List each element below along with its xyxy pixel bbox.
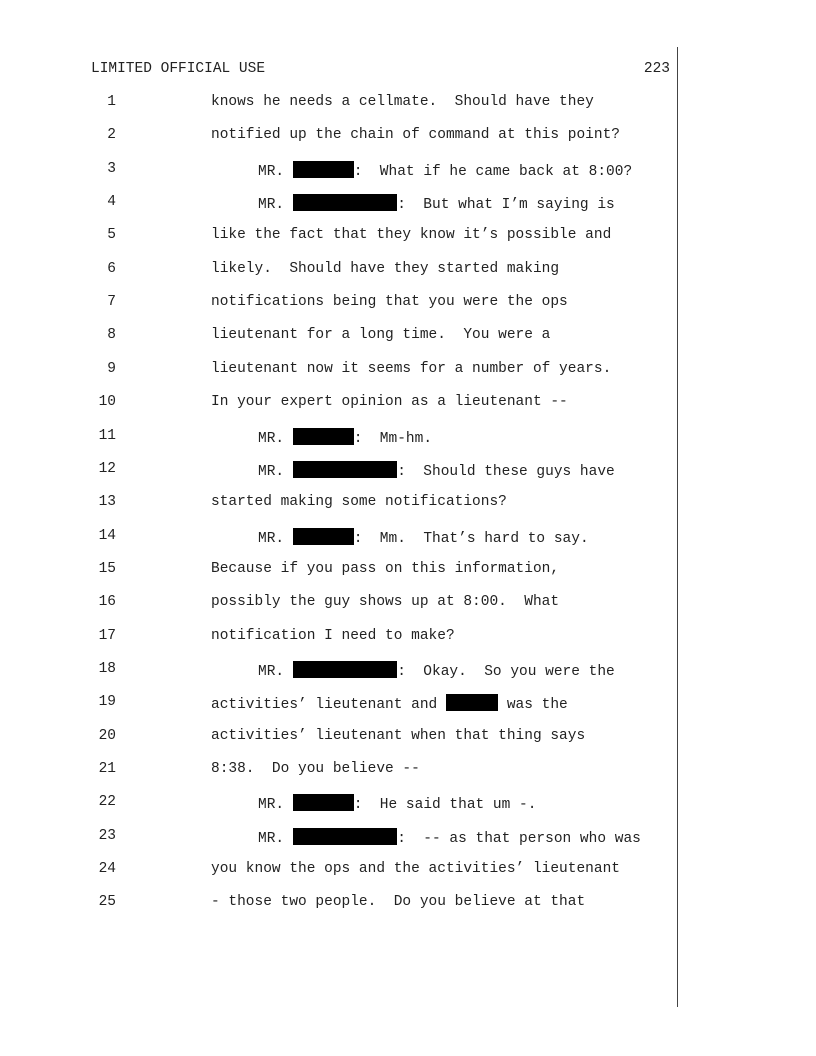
line-text (211, 94, 594, 110)
line-text (211, 127, 620, 143)
redaction-block (293, 194, 397, 211)
line-text-segment: : Should these guys have (397, 463, 615, 480)
line-text-segment: In your expert opinion as a lieutenant -- (211, 394, 568, 411)
line-text-segment: knows he needs a cellmate. Should have they (211, 94, 594, 110)
line-text (211, 628, 455, 644)
line-text-segment: possibly the guy shows up at 8:00. What (211, 594, 560, 611)
line-text-segment: MR. (258, 797, 293, 814)
redaction-block (293, 661, 397, 678)
line-text-segment: you know the ops and the activities’ lieutenant (211, 861, 620, 878)
redaction-block (293, 428, 354, 445)
line-text (258, 828, 641, 847)
line-text-segment: notifications being that you were the ops (211, 294, 568, 311)
line-text (211, 494, 507, 510)
page-number: 223 (643, 61, 670, 77)
line-text-segment: : He said that um -. (353, 797, 537, 814)
line-text (211, 294, 568, 310)
line-text (211, 261, 559, 277)
redaction-block (293, 528, 354, 545)
line-text-segment: lieutenant for a long time. You were a (211, 327, 551, 344)
line-text (211, 761, 420, 777)
line-number: 3 (107, 160, 116, 177)
line-text (258, 528, 589, 547)
line-number: 15 (98, 560, 116, 577)
line-text-segment: : Okay. So you were the (397, 663, 615, 680)
redaction-block (293, 794, 354, 811)
line-number: 20 (98, 727, 116, 744)
right-margin-rule (677, 47, 678, 1007)
line-text-segment: MR. (258, 430, 293, 447)
line-number: 22 (98, 794, 116, 811)
line-text-segment: MR. (258, 663, 293, 680)
line-number: 18 (98, 660, 116, 677)
line-text-segment: - those two people. Do you believe at that (211, 894, 586, 911)
line-text-segment: notification I need to make? (211, 627, 455, 644)
redaction-block (293, 161, 354, 178)
line-text-segment: started making some notifications? (211, 494, 507, 511)
line-text-segment: MR. (258, 463, 293, 480)
redaction-block (293, 461, 397, 478)
line-number: 19 (98, 694, 116, 711)
line-text (258, 194, 615, 213)
line-number: 25 (98, 894, 116, 911)
line-text-segment: MR. (258, 197, 293, 214)
line-text (258, 428, 432, 447)
line-number: 7 (107, 294, 116, 311)
line-text-segment: 8:38. Do you believe -- (211, 761, 420, 777)
line-number: 5 (107, 227, 116, 244)
line-text-segment: MR. (258, 830, 293, 847)
line-text-segment: : Mm-hm. (353, 430, 433, 447)
line-number: 21 (98, 761, 116, 777)
line-text-segment: likely. Should have they started making (211, 260, 560, 277)
line-number: 9 (107, 360, 116, 377)
line-number: 11 (98, 427, 116, 444)
line-number: 17 (98, 627, 116, 644)
line-text-segment: notified up the chain of command at this point? (211, 127, 620, 144)
line-number: 24 (98, 861, 116, 878)
line-text (258, 794, 536, 813)
line-number: 23 (98, 827, 116, 844)
classification-header: LIMITED OFFICIAL USE (91, 61, 266, 77)
line-number: 12 (98, 460, 116, 477)
line-number: 1 (107, 94, 116, 110)
line-text (211, 894, 585, 910)
line-number: 16 (98, 594, 116, 611)
line-text-segment: : What if he came back at 8:00? (353, 163, 633, 180)
line-text-segment: : -- as that person who was (397, 830, 641, 847)
line-text (211, 394, 568, 410)
line-number: 8 (107, 327, 116, 344)
line-number: 14 (98, 527, 116, 544)
line-text-segment: activities’ lieutenant and (211, 697, 446, 714)
line-number: 6 (107, 260, 116, 277)
line-number: 13 (98, 494, 116, 511)
line-text (211, 694, 568, 713)
line-text (211, 561, 559, 577)
line-text (211, 861, 620, 877)
line-text-segment: MR. (258, 163, 293, 180)
line-text (211, 361, 611, 377)
line-text (258, 661, 615, 680)
line-text-segment: like the fact that they know it’s possible and (211, 227, 612, 244)
line-text (211, 227, 611, 243)
line-text-segment: : Mm. That’s hard to say. (353, 530, 589, 547)
line-text-segment: : But what I’m saying is (397, 197, 615, 214)
redaction-block (293, 828, 397, 845)
line-text (258, 461, 615, 480)
line-number: 4 (107, 194, 116, 211)
line-number: 2 (107, 127, 116, 144)
line-text (211, 594, 559, 610)
line-text-segment: lieutenant now it seems for a number of years. (211, 360, 612, 377)
redaction-block (446, 694, 498, 711)
line-text-segment: Because if you pass on this information, (211, 560, 560, 577)
line-number: 10 (98, 394, 116, 411)
line-text (211, 327, 550, 343)
line-text-segment: was the (498, 697, 568, 714)
line-text-segment: MR. (258, 530, 293, 547)
line-text (211, 728, 585, 744)
line-text (258, 161, 632, 180)
line-text-segment: activities’ lieutenant when that thing says (211, 727, 586, 744)
